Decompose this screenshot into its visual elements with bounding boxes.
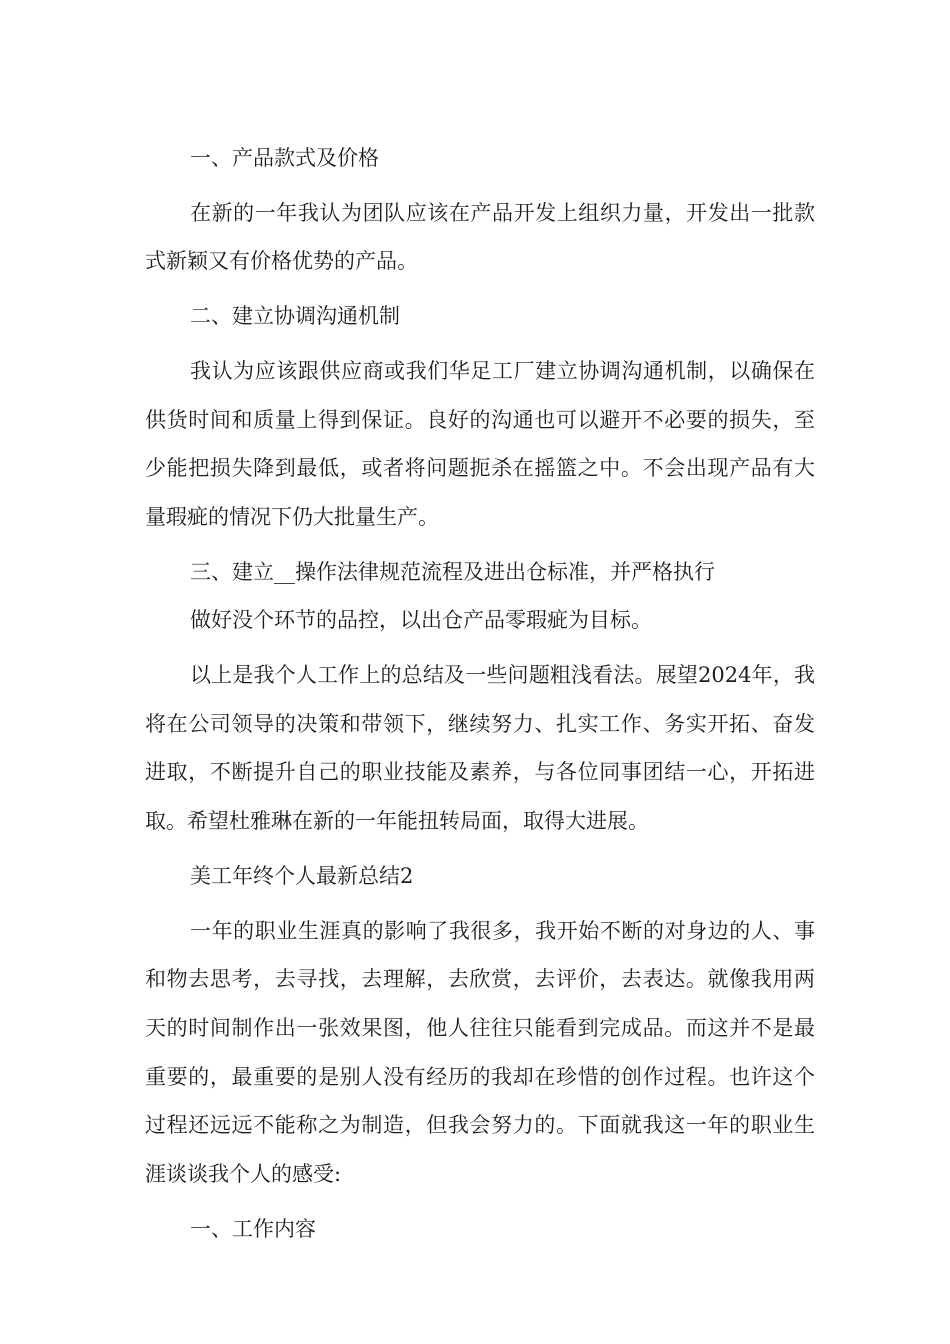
section-heading-communication: 二、建立协调沟通机制: [190, 304, 400, 329]
section-heading-summary-2: 美工年终个人最新总结2: [190, 863, 414, 888]
paragraph-summary-outlook: 以上是我个人工作上的总结及一些问题粗浅看法。展望2024年，我将在公司领导的决策和带领下，继续努力、扎实工作、务实开拓、奋发进取，不断提升自己的职业技能及素养，与各位同事团结一心，开拓进取。希望杜雅琳在新的一年能扭转局面，取得大进展。: [145, 663, 815, 834]
section-heading-work-content: 一、工作内容: [190, 1216, 316, 1241]
paragraph-product-development: 在新的一年我认为团队应该在产品开发上组织力量，开发出一批款式新颖又有价格优势的产品。: [145, 200, 815, 274]
document-body: [145, 134, 815, 1253]
paragraph-career-reflection: 一年的职业生涯真的影响了我很多，我开始不断的对身边的人、事和物去思考，去寻找，去理解，去欣赏，去评价，去表达。就像我用两天的时间制作出一张效果图，他人往往只能看到完成品。而这并不是最重要的，最重要的是别人没有经历的我却在珍惜的创作过程。也许这个过程还远远不能称之为制造，但我会努力的。下面就我这一年的职业生涯谈谈我个人的感受:: [145, 918, 815, 1187]
paragraph-communication: 我认为应该跟供应商或我们华足工厂建立协调沟通机制，以确保在供货时间和质量上得到保证。良好的沟通也可以避开不必要的损失，至少能把损失降到最低，或者将问题扼杀在摇篮之中。不会出现产品有大量瑕疵的情况下仍大批量生产。: [145, 358, 815, 529]
section-heading-standards: 三、建立__操作法律规范流程及进出仓标准，并严格执行: [190, 559, 715, 584]
section-heading-product-style: 一、产品款式及价格: [190, 146, 379, 170]
paragraph-quality-control: 做好没个环节的品控，以出仓产品零瑕疵为目标。: [190, 608, 652, 633]
